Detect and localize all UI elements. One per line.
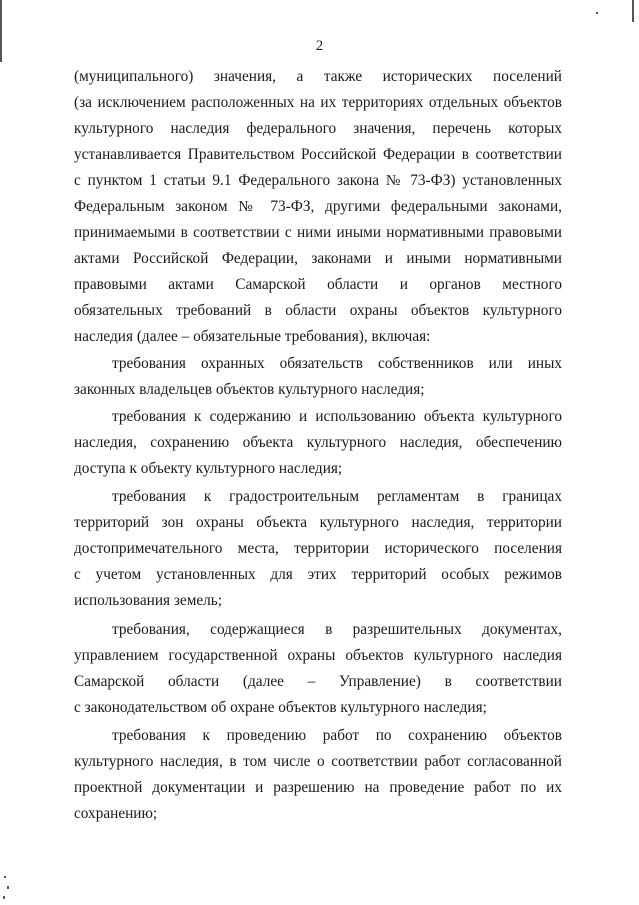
- text-line: использования земель;: [74, 592, 223, 609]
- text-line: правовыми актами Самарской области и органов местного: [74, 276, 562, 293]
- text-line: требования, содержащиеся в разрешительных документах,: [112, 621, 562, 638]
- text-line: территорий зон охраны объекта культурного наследия, территории: [74, 514, 562, 531]
- text-line: достопримечательного места, территории исторического поселения: [74, 540, 562, 557]
- text-line: актами Российской Федерации, законами и иными нормативными: [74, 250, 562, 267]
- text-line: наследия (далее – обязательные требования), включая:: [74, 328, 431, 345]
- text-line: требования к проведению работ по сохранению объектов: [112, 727, 562, 744]
- text-line: проектной документации и разрешению на проведение работ по их: [74, 779, 562, 796]
- document-body: [74, 64, 562, 827]
- paragraph-1: [74, 64, 562, 350]
- scan-artifact: [4, 876, 6, 878]
- text-line: Самарской области (далее – Управление) в соответствии: [74, 673, 562, 690]
- text-line: (муниципального) значения, а также исторических поселений: [74, 68, 562, 85]
- text-line: принимаемыми в соответствии с ними иными нормативными правовыми: [74, 224, 562, 241]
- paragraph-6: [74, 723, 562, 827]
- paragraph-2: [74, 351, 562, 403]
- text-line: с пунктом 1 статьи 9.1 Федерального закона № 73-ФЗ) установленных: [74, 172, 562, 189]
- scan-artifact: [7, 886, 9, 889]
- text-line: требования к градостроительным регламентам в границах: [112, 488, 562, 505]
- page-number: 2: [315, 38, 324, 54]
- scan-artifact: [3, 896, 5, 899]
- text-line: с учетом установленных для этих территорий особых режимов: [74, 566, 562, 583]
- text-line: требования к содержанию и использованию объекта культурного: [112, 408, 562, 425]
- scan-artifact: [632, 0, 634, 22]
- paragraph-5: [74, 617, 562, 721]
- text-line: сохранению;: [74, 805, 158, 822]
- text-line: обязательных требований в области охраны объектов культурного: [74, 302, 562, 319]
- paragraph-4: [74, 484, 562, 614]
- text-line: доступа к объекту культурного наследия;: [74, 460, 343, 477]
- scan-artifact: [596, 12, 598, 14]
- text-line: культурного наследия федерального значения, перечень которых: [74, 120, 562, 137]
- text-line: управлением государственной охраны объектов культурного наследия: [74, 647, 562, 664]
- paragraph-3: [74, 404, 562, 482]
- text-line: наследия, сохранению объекта культурного наследия, обеспечению: [74, 434, 562, 451]
- text-line: с законодательством об охране объектов культурного наследия;: [74, 699, 487, 716]
- text-line: требования охранных обязательств собственников или иных: [112, 355, 562, 372]
- text-line: устанавливается Правительством Российской Федерации в соответствии: [74, 146, 562, 163]
- text-line: (за исключением расположенных на их территориях отдельных объектов: [74, 94, 562, 111]
- text-line: Федеральным законом № 73-ФЗ, другими федеральными законами,: [74, 198, 562, 215]
- scan-artifact: [0, 0, 2, 62]
- text-line: культурного наследия, в том числе о соответствии работ согласованной: [74, 753, 562, 770]
- text-line: законных владельцев объектов культурного наследия;: [74, 381, 425, 398]
